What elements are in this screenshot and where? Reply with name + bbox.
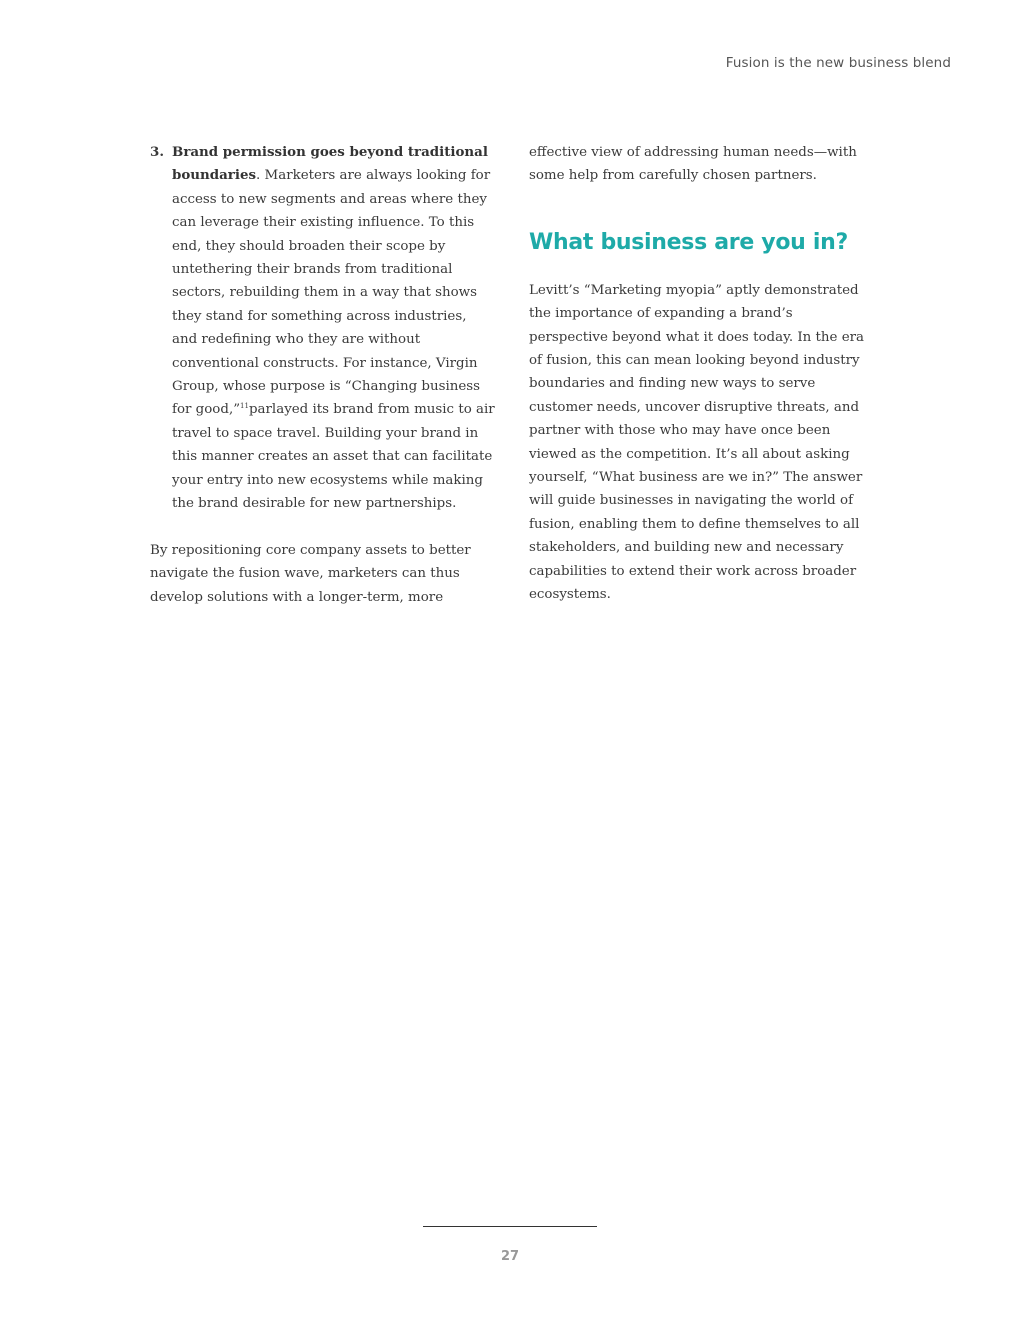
footer-divider <box>423 1226 597 1227</box>
body-paragraph: Levitt’s “Marketing myopia” aptly demonstrated the importance of expanding a brand’s perspective beyond what it does today. In the era of fusion, this can mean looking beyond industry boundaries and finding new ways to serve customer needs, uncover disruptive threats, and partner with those who may have once been viewed as the competition. It’s all about asking yourself, “What business are we in?” The answer will guide businesses in navigating the world of fusion, enabling them to define themselves to all stakeholders, and building new and necessary capabilities to extend their work across broader ecosystems. <box>529 282 865 603</box>
page-number: 27 <box>500 1249 520 1264</box>
paragraph-spacer <box>150 516 495 539</box>
list-item-3 <box>150 141 495 516</box>
left-column <box>150 141 495 609</box>
running-header: Fusion is the new business blend <box>725 55 951 71</box>
body-paragraph: By repositioning core company assets to better navigate the fusion wave, marketers can thus develop solutions with a longer-term, more <box>150 542 471 605</box>
list-number: 3. <box>150 144 164 160</box>
right-column <box>529 141 874 607</box>
continued-paragraph: effective view of addressing human needs—with some help from carefully chosen partners. <box>529 145 857 184</box>
list-item-text <box>172 141 495 516</box>
list-item-body-continued: parlayed its brand from music to air travel to space travel. Building your brand in this manner creates an asset that can facilitate your entry into new ecosystems while making the brand desirable for new partnerships. <box>172 402 495 512</box>
footnote-reference: 11 <box>240 402 249 411</box>
list-item-bold-lead: Brand permission goes beyond traditional boundaries <box>172 144 488 184</box>
section-heading: What business are you in? <box>529 229 848 255</box>
list-item-body: . Marketers are always looking for access to new segments and areas where they can leverage their existing influence. To this end, they should broaden their scope by untethering their brands from traditional sectors, rebuilding them in a way that shows they stand for something across industries, and redefining who they are without conventional constructs. For instance, Virgin Group, whose purpose is “Changing business for good,” <box>172 168 491 418</box>
